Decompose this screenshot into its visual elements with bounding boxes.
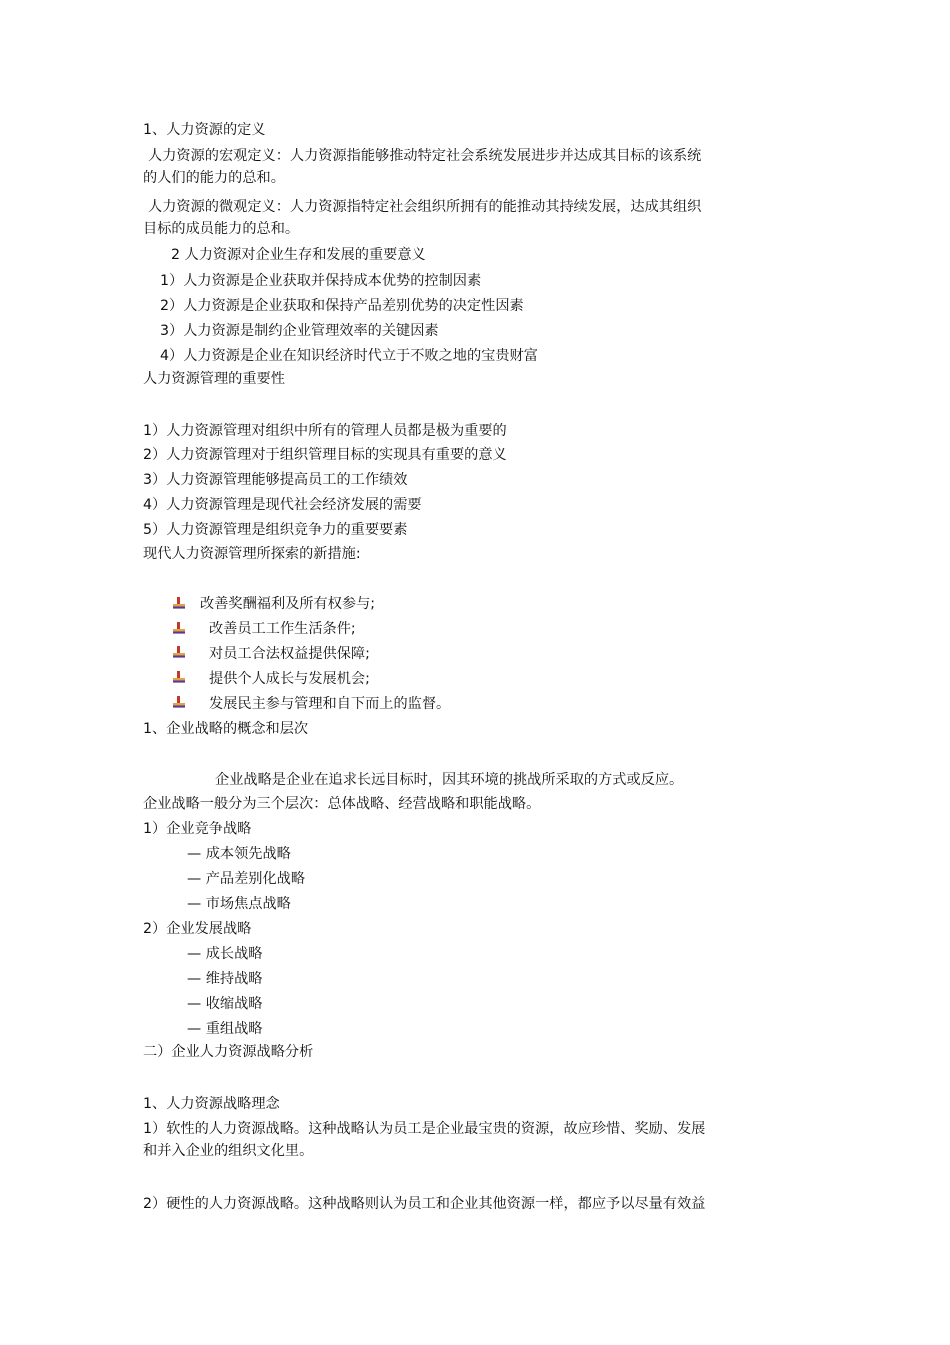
importance-item-2: 2）人力资源是企业获取和保持产品差别优势的决定性因素 xyxy=(160,298,524,314)
measure-item-4: 提供个人成长与发展机会; xyxy=(209,671,370,687)
development-strategy-heading: 2）企业发展战略 xyxy=(143,921,252,937)
hrm-item-1: 1）人力资源管理对组织中所有的管理人员都是极为重要的 xyxy=(143,423,507,439)
section-heading-importance: 2 人力资源对企业生存和发展的重要意义 xyxy=(171,247,426,263)
micro-definition-line2: 目标的成员能力的总和。 xyxy=(143,221,300,237)
development-item-4: — 重组战略 xyxy=(187,1021,263,1037)
importance-item-3: 3）人力资源是制约企业管理效率的关键因素 xyxy=(160,323,439,339)
section-heading-hrm-importance: 人力资源管理的重要性 xyxy=(143,371,285,387)
hrm-item-5: 5）人力资源管理是组织竞争力的重要要素 xyxy=(143,522,408,538)
measure-item-3: 对员工合法权益提供保障; xyxy=(209,646,370,662)
hrm-item-2: 2）人力资源管理对于组织管理目标的实现具有重要的意义 xyxy=(143,447,507,463)
competitive-item-1: — 成本领先战略 xyxy=(187,846,291,862)
development-item-1: — 成长战略 xyxy=(187,946,263,962)
measure-item-1: 改善奖酬福利及所有权参与; xyxy=(200,596,376,612)
development-item-2: — 维持战略 xyxy=(187,971,263,987)
section-heading-strategy: 1、企业战略的概念和层次 xyxy=(143,721,309,737)
bookmark-bullet-icon xyxy=(172,597,186,609)
section-heading-new-measures: 现代人力资源管理所探索的新措施: xyxy=(143,546,361,562)
competitive-strategy-heading: 1）企业竞争战略 xyxy=(143,821,252,837)
soft-strategy-line1: 1）软性的人力资源战略。这种战略认为员工是企业最宝贵的资源，故应珍惜、奖励、发展 xyxy=(143,1121,706,1137)
measure-item-5: 发展民主参与管理和自下而上的监督。 xyxy=(209,696,451,712)
importance-item-1: 1）人力资源是企业获取并保持成本优势的控制因素 xyxy=(160,273,482,289)
hr-strategy-concept-heading: 1、人力资源战略理念 xyxy=(143,1096,280,1112)
measure-item-2: 改善员工工作生活条件; xyxy=(209,621,356,637)
strategy-definition: 企业战略是企业在追求长远目标时，因其环境的挑战所采取的方式或反应。 xyxy=(215,772,684,788)
bookmark-bullet-icon xyxy=(172,622,186,634)
macro-definition-line2: 的人们的能力的总和。 xyxy=(143,170,285,186)
development-item-3: — 收缩战略 xyxy=(187,996,263,1012)
hrm-item-3: 3）人力资源管理能够提高员工的工作绩效 xyxy=(143,472,408,488)
importance-item-4: 4）人力资源是企业在知识经济时代立于不败之地的宝贵财富 xyxy=(160,348,538,364)
strategy-levels: 企业战略一般分为三个层次：总体战略、经营战略和职能战略。 xyxy=(143,796,541,812)
micro-definition-line1: 人力资源的微观定义：人力资源指特定社会组织所拥有的能推动其持续发展，达成其组织 xyxy=(148,199,702,215)
competitive-item-2: — 产品差别化战略 xyxy=(187,871,306,887)
hard-strategy-line1: 2）硬性的人力资源战略。这种战略则认为员工和企业其他资源一样，都应予以尽量有效益 xyxy=(143,1196,706,1212)
bookmark-bullet-icon xyxy=(172,646,186,658)
soft-strategy-line2: 和并入企业的组织文化里。 xyxy=(143,1143,314,1159)
macro-definition-line1: 人力资源的宏观定义：人力资源指能够推动特定社会系统发展进步并达成其目标的该系统 xyxy=(148,148,702,164)
section-heading-definition: 1、人力资源的定义 xyxy=(143,122,266,138)
hrm-item-4: 4）人力资源管理是现代社会经济发展的需要 xyxy=(143,497,422,513)
competitive-item-3: — 市场焦点战略 xyxy=(187,896,291,912)
bookmark-bullet-icon xyxy=(172,671,186,683)
section-heading-hr-strategy-analysis: 二）企业人力资源战略分析 xyxy=(143,1044,314,1060)
bookmark-bullet-icon xyxy=(172,696,186,708)
